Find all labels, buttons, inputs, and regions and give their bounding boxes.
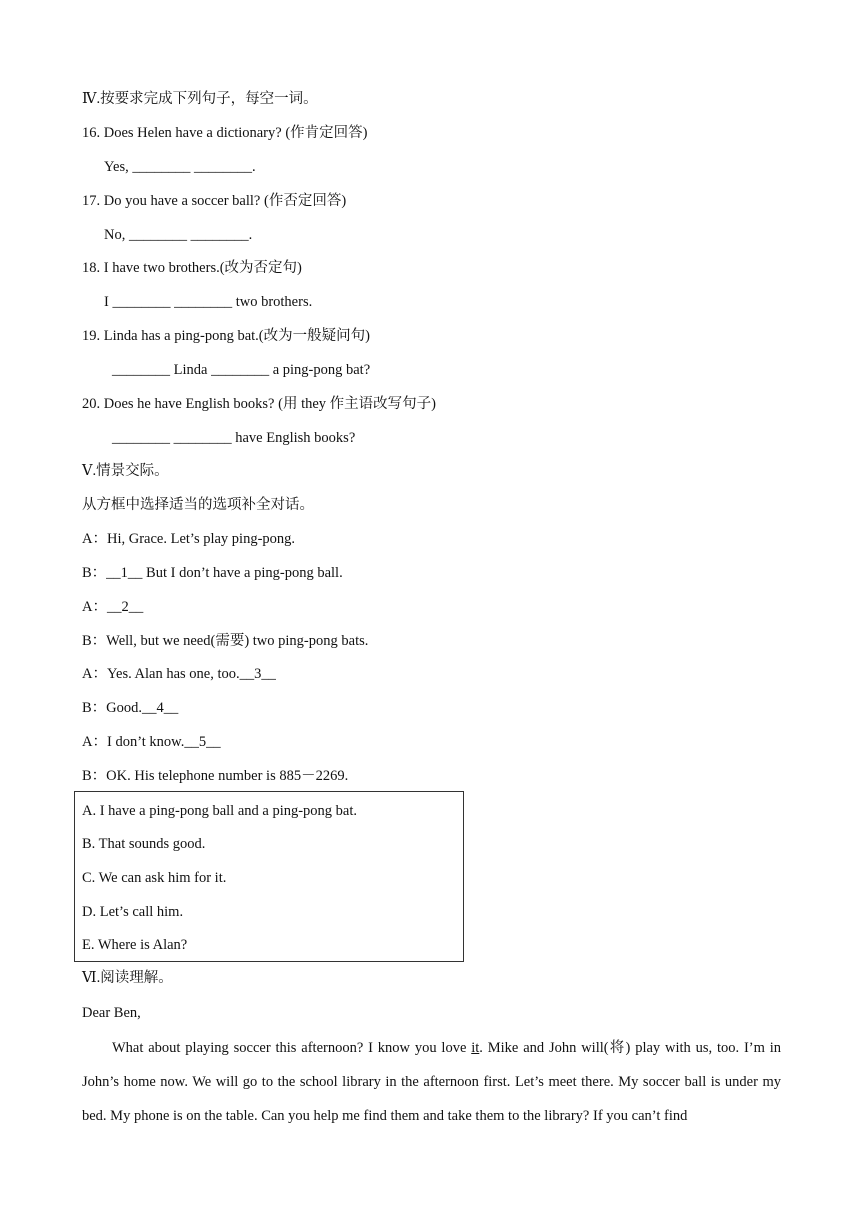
- letter-paragraph: What about playing soccer this afternoon? I know you love it. Mike and John will(将) play with us, too. I’m in John’s home now. We will go to the school library in the afternoon first. Let’s meet there. My soccer ball is under my bed. My phone is on the table. Can you help me find them and take them to the library? If you can’t find: [82, 1040, 782, 1124]
- option-c: C. We can ask him for it.: [82, 870, 227, 886]
- question-18: 18. I have two brothers.(改为否定句): [82, 260, 302, 276]
- section-5-title: Ⅴ.情景交际。: [82, 463, 169, 479]
- question-17-answer: No, ________ ________.: [104, 227, 253, 243]
- section-4-title: Ⅳ.按要求完成下列句子，每空一词。: [82, 91, 318, 107]
- dialogue-line: B：__1__ But I don’t have a ping-pong ball.: [82, 565, 343, 581]
- dialogue-line: B：OK. His telephone number is 885－2269.: [82, 768, 349, 784]
- underlined-word: it: [471, 1040, 480, 1056]
- dialogue-blank: __3__: [239, 666, 276, 682]
- letter-salutation: Dear Ben,: [82, 1005, 141, 1021]
- question-16-answer: Yes, ________ ________.: [104, 159, 256, 175]
- dialogue-blank: __2__: [106, 599, 144, 615]
- dialogue-line: A：__2__: [82, 599, 144, 615]
- dialogue-line: A：Yes. Alan has one, too.__3__: [82, 666, 276, 682]
- section-6-title: Ⅵ.阅读理解。: [82, 970, 173, 986]
- question-16: 16. Does Helen have a dictionary? (作肯定回答): [82, 125, 368, 141]
- option-b: B. That sounds good.: [82, 836, 206, 852]
- option-a: A. I have a ping-pong ball and a ping-pong bat.: [82, 803, 358, 819]
- question-18-answer: I ________ ________ two brothers.: [104, 294, 313, 310]
- dialogue-line: A：Hi, Grace. Let’s play ping-pong.: [82, 531, 296, 547]
- question-17: 17. Do you have a soccer ball? (作否定回答): [82, 193, 347, 209]
- dialogue-blank: __5__: [184, 734, 221, 750]
- dialogue-line: B：Good.__4__: [82, 700, 179, 716]
- dialogue-blank: __1__: [106, 565, 143, 581]
- question-20: 20. Does he have English books? (用 they 作主语改写句子): [82, 396, 436, 412]
- question-19: 19. Linda has a ping-pong bat.(改为一般疑问句): [82, 328, 370, 344]
- option-e: E. Where is Alan?: [82, 937, 188, 953]
- question-20-answer: ________ ________ have English books?: [112, 430, 356, 446]
- option-d: D. Let’s call him.: [82, 904, 184, 920]
- section-5-instruction: 从方框中选择适当的选项补全对话。: [82, 497, 314, 513]
- dialogue-line: A：I don’t know.__5__: [82, 734, 221, 750]
- dialogue-line: B：Well, but we need(需要) two ping-pong bats.: [82, 633, 369, 649]
- options-box: [74, 791, 464, 962]
- dialogue-blank: __4__: [142, 700, 179, 716]
- question-19-answer: ________ Linda ________ a ping-pong bat?: [112, 362, 371, 378]
